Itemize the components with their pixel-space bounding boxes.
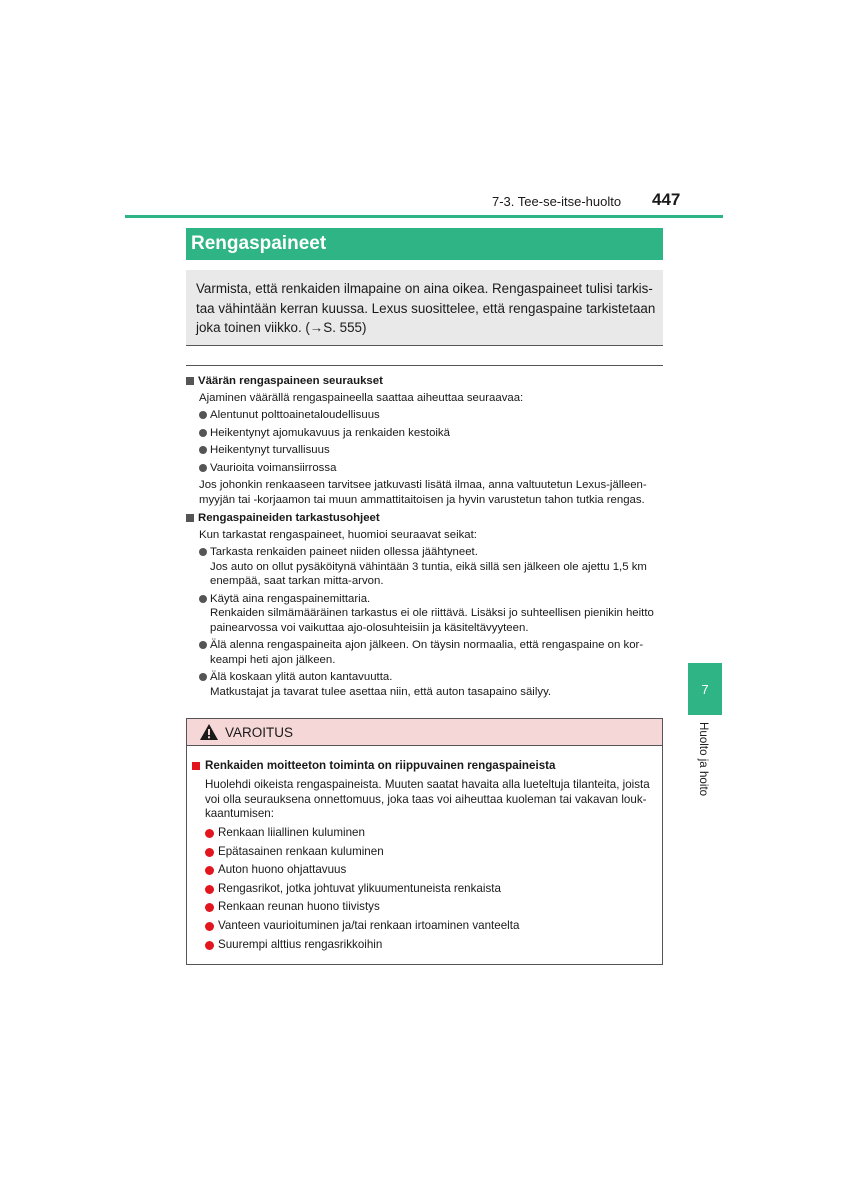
paragraph-line: kaantumisen: (205, 807, 274, 821)
round-bullet-icon (199, 595, 207, 603)
list-item-line: Renkaiden silmämääräinen tarkastus ei ole riittävä. Lisäksi jo suhteellisen pienikin heitto (210, 607, 654, 619)
warning-heading-label: Renkaiden moitteeton toiminta on riippuvainen rengaspaineista (205, 759, 556, 772)
paragraph-line: myyjän tai -korjaamon tai muun ammattitaitoisen ja hyvin varustetun tahon tutkia rengas. (199, 493, 645, 506)
round-bullet-icon (205, 941, 214, 950)
intro-box (186, 270, 663, 346)
section-paragraph (186, 478, 666, 507)
list-item-text: Heikentynyt turvallisuus (210, 444, 330, 456)
list-item-text: Renkaan reunan huono tiivistys (218, 900, 380, 914)
list-item-line: enempää, saat tarkan mitta-arvon. (210, 575, 384, 587)
paragraph-line: Jos johonkin renkaaseen tarvitsee jatkuvasti lisätä ilmaa, anna valtuutetun Lexus-jälleen- (199, 479, 647, 491)
warning-paragraph (192, 778, 656, 822)
section-heading-label: Rengaspaineiden tarkastusohjeet (198, 512, 380, 524)
list-item (192, 826, 656, 841)
list-item (186, 408, 666, 423)
list-item-line: Jos auto on ollut pysäköitynä vähintään 3 tuntia, eikä sillä sen jälkeen ole ajettu 1,5 km (210, 560, 647, 573)
list-item-text: Suurempi alttius rengasrikkoihin (218, 937, 383, 951)
section-lead: Ajaminen väärällä rengaspaineella saattaa aiheuttaa seuraavaa: (199, 391, 524, 404)
list-item-text (210, 545, 666, 589)
section-heading-label: Väärän rengaspaineen seuraukset (198, 375, 383, 387)
list-item (186, 426, 666, 441)
warning-header (187, 719, 662, 746)
paragraph-line: voi olla seurauksena onnettomuus, joka taas voi aiheuttaa kuoleman tai vakavan louk- (205, 792, 647, 806)
square-bullet-icon (186, 377, 194, 385)
round-bullet-icon (199, 464, 207, 472)
list-item-text: Renkaan liiallinen kuluminen (218, 825, 365, 839)
page-title: Rengaspaineet (186, 228, 663, 260)
round-bullet-icon (199, 446, 207, 454)
warning-title: VAROITUS (225, 724, 294, 740)
round-bullet-icon (199, 411, 207, 419)
list-item (192, 900, 656, 915)
header-section-title: 7-3. Tee-se-itse-huolto (492, 194, 622, 209)
list-item (192, 882, 656, 897)
list-item-text: Rengasrikot, jotka johtuvat ylikuumentuneista renkaista (218, 881, 501, 895)
list-item-text: Heikentynyt ajomukavuus ja renkaiden kestoikä (210, 426, 450, 439)
round-bullet-icon (199, 429, 207, 437)
list-item (192, 863, 656, 878)
chapter-number: 7 (701, 681, 709, 697)
list-item-text (210, 592, 666, 636)
list-item-line: Käytä aina rengaspainemittaria. (210, 592, 371, 605)
section-heading (186, 511, 666, 526)
section-heading (186, 374, 666, 389)
list-item (186, 592, 666, 636)
list-item-text (210, 638, 666, 667)
section-lead: Kun tarkastat rengaspaineet, huomioi seuraavat seikat: (199, 528, 477, 541)
page-number: 447 (652, 190, 681, 209)
list-item (192, 938, 656, 953)
square-bullet-icon (186, 514, 194, 522)
round-bullet-icon (205, 866, 214, 875)
warning-heading (192, 759, 656, 774)
list-item-text: Vanteen vaurioituminen ja/tai renkaan irtoaminen vanteelta (218, 918, 520, 932)
list-item (186, 443, 666, 458)
list-item-line: keampi heti ajon jälkeen. (210, 653, 336, 666)
round-bullet-icon (205, 885, 214, 894)
round-bullet-icon (199, 548, 207, 556)
warning-box (186, 718, 663, 965)
intro-line: joka toinen viikko. (→S. 555) (196, 320, 367, 335)
chapter-tab (688, 663, 722, 715)
round-bullet-icon (205, 848, 214, 857)
round-bullet-icon (199, 641, 207, 649)
chapter-label: Huolto ja hoito (697, 722, 710, 797)
list-item-text: Alentunut polttoainetaloudellisuus (210, 409, 380, 421)
body-text (186, 374, 666, 699)
intro-line: taa vähintään kerran kuussa. Lexus suosittelee, että rengaspaine tarkistetaan (196, 300, 656, 316)
round-bullet-icon (205, 829, 214, 838)
list-item (186, 670, 666, 699)
list-item-text (210, 670, 666, 699)
header-rule (125, 215, 723, 218)
list-item-line: Älä alenna rengaspaineita ajon jälkeen. On täysin normaalia, että rengaspaine on kor- (210, 639, 644, 651)
list-item (192, 845, 656, 860)
list-item (186, 638, 666, 667)
list-item (186, 461, 666, 476)
list-item-line: painearvossa voi vaikuttaa ajo-olosuhteisiin ja käsiteltävyyteen. (210, 621, 529, 634)
list-item (192, 919, 656, 934)
list-item-line: Älä koskaan ylitä auton kantavuutta. (210, 671, 393, 683)
square-bullet-icon (192, 762, 200, 770)
warning-triangle-icon (199, 723, 219, 741)
list-item (186, 545, 666, 589)
list-item-line: Tarkasta renkaiden paineet niiden ollessa jäähtyneet. (210, 546, 478, 558)
list-item-text: Epätasainen renkaan kuluminen (218, 844, 384, 858)
list-item-line: Matkustajat ja tavarat tulee asettaa niin, että auton tasapaino säilyy. (210, 685, 552, 698)
list-item-text: Auton huono ohjattavuus (218, 863, 347, 877)
intro-line: Varmista, että renkaiden ilmapaine on aina oikea. Rengaspaineet tulisi tarkis- (196, 281, 653, 296)
paragraph-line: Huolehdi oikeista rengaspaineista. Muuten saatat havaita alla lueteltuja tilanteita, joista (205, 777, 650, 791)
round-bullet-icon (199, 673, 207, 681)
warning-body (192, 759, 656, 952)
round-bullet-icon (205, 903, 214, 912)
list-item-text: Vaurioita voimansiirrossa (210, 461, 337, 474)
round-bullet-icon (205, 922, 214, 931)
section-divider (186, 365, 663, 366)
